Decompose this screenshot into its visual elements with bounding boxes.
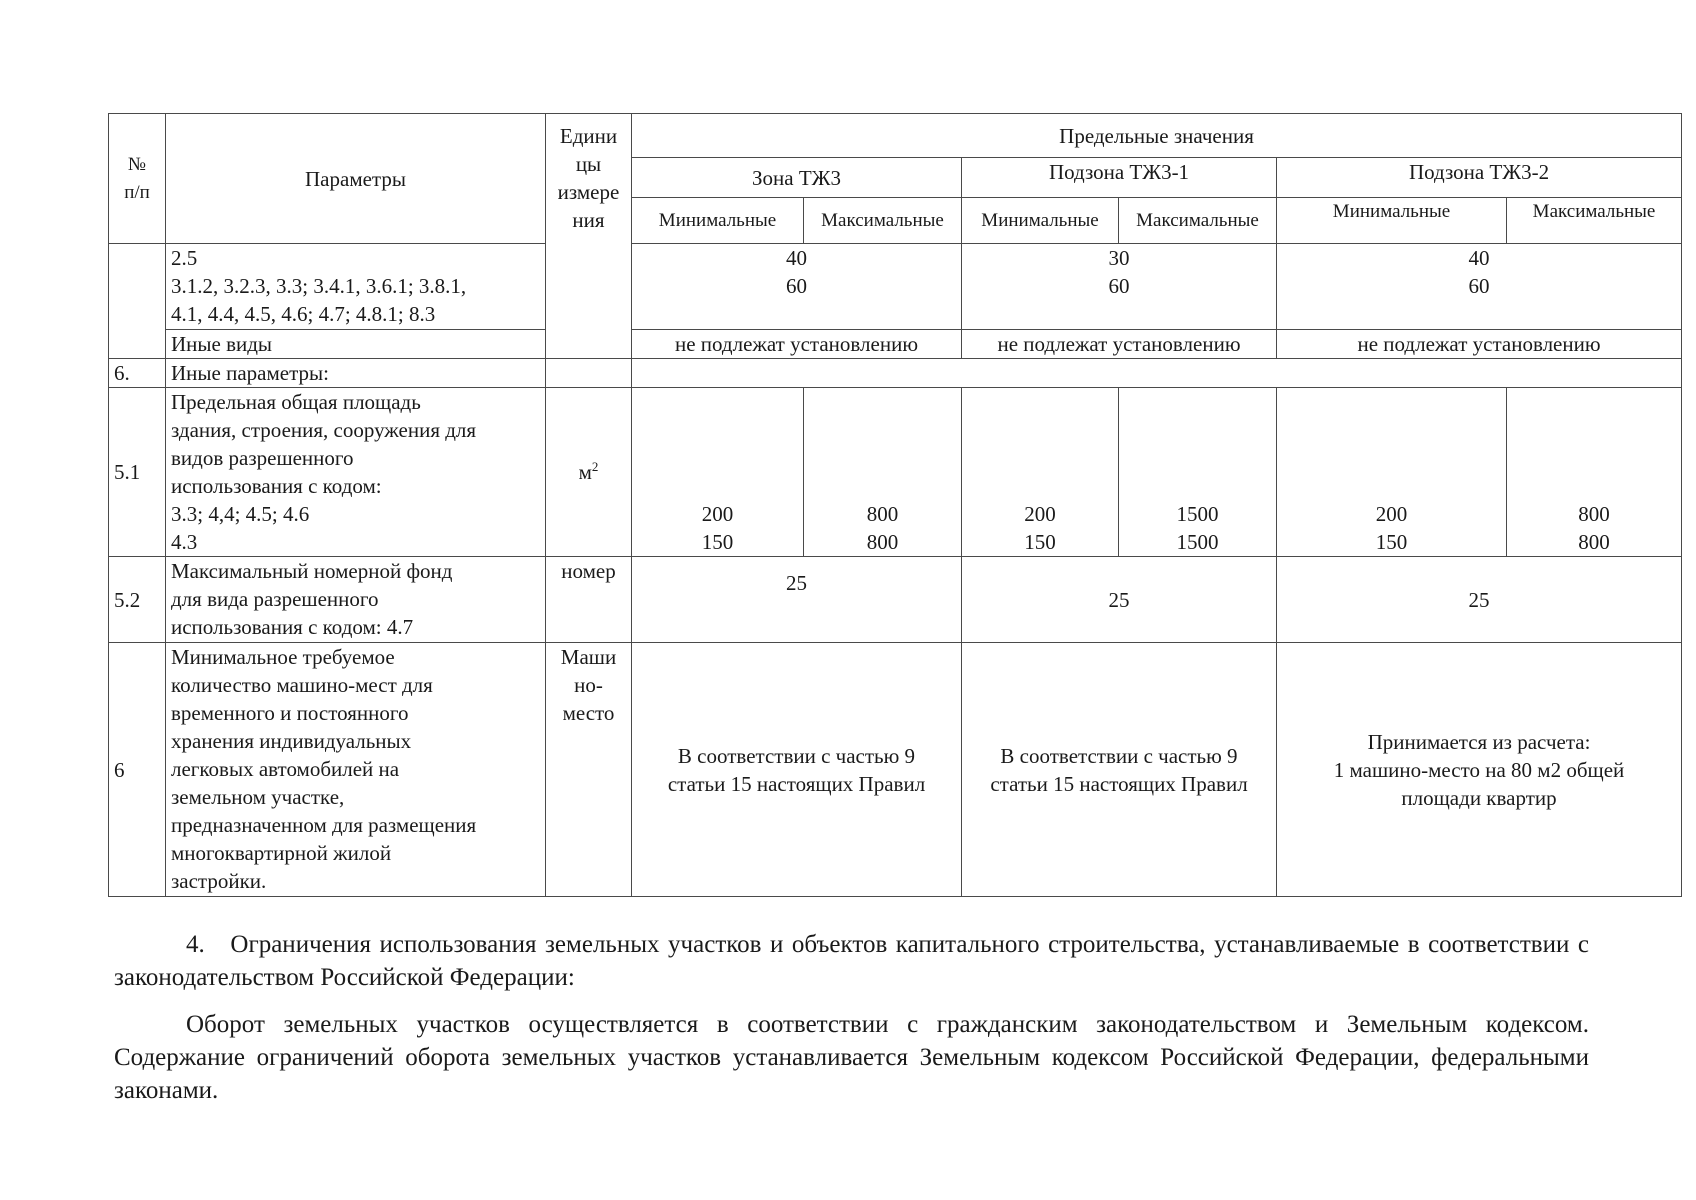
row-other-kinds-zone3: не подлежат установлению — [1277, 330, 1682, 359]
table-row-other-params — [109, 359, 1682, 388]
row-other-kinds-zone2: не подлежат установлению — [962, 330, 1277, 359]
row-num-empty — [109, 244, 166, 359]
row-5-2-num: 5.2 — [109, 557, 166, 643]
row-5-2-param: Максимальный номерной фонд для вида разрешенного использования с кодом: 4.7 — [166, 557, 546, 643]
min-header: Минимальные — [962, 198, 1119, 244]
row-other-params-values — [632, 359, 1682, 388]
row-codes-param: 2.5 3.1.2, 3.2.3, 3.3; 3.4.1, 3.6.1; 3.8.1, 4.1, 4.4, 4.5, 4.6; 4.7; 4.8.1; 8.3 — [166, 244, 546, 330]
row-5-1-param: Предельная общая площадь здания, строения, сооружения для видов разрешенного использования с кодом: 3.3; 4,4; 4.5; 4.6 4.3 — [166, 388, 546, 557]
paragraph-land-turnover: Оборот земельных участков осуществляется в соответствии с гражданским законодательством и Земельным кодексом. Содержание ограничений оборота земельных участков устанавливается Земельным кодексом Российской Федерации, федеральными законами. — [114, 1011, 1589, 1104]
row-other-params-num: 6. — [109, 359, 166, 388]
row-other-params-unit — [546, 359, 632, 388]
row-5-1-unit: $м^2$ — [546, 388, 632, 557]
row-5-1-value: 800 800 — [804, 388, 962, 557]
row-5-2-unit: номер — [546, 557, 632, 643]
row-6-zone2: В соответствии с частью 9 статьи 15 настоящих Правил — [962, 643, 1277, 897]
row-codes-zone2: 30 60 — [962, 244, 1277, 330]
row-6-unit: Маши но- место — [546, 643, 632, 897]
row-5-1-num: 5.1 — [109, 388, 166, 557]
row-6-param: Минимальное требуемое количество машино-мест для временного и постоянного хранения индивидуальных легковых автомобилей на земельном участке, предназначенном для размещения многоквартирной жилой застройки. — [166, 643, 546, 897]
table-row-5-1 — [109, 388, 1682, 557]
header-units: Едини цы измере ния — [546, 114, 632, 359]
max-header: Максимальные — [804, 198, 962, 244]
row-5-1-value: 800 800 — [1507, 388, 1682, 557]
max-header: Максимальные — [1119, 198, 1277, 244]
subzone-tzh3-2: Подзона ТЖ3-2 — [1277, 158, 1682, 198]
row-5-2-zone3: 25 — [1277, 557, 1682, 643]
row-5-2-zone1: 25 — [632, 557, 962, 643]
max-header: Максимальные — [1507, 198, 1682, 244]
table-row-other-kinds — [109, 330, 1682, 359]
header-row-1 — [109, 114, 1682, 158]
row-6-zone3: Принимается из расчета: 1 машино-место на 80 м2 общей площади квартир — [1277, 643, 1682, 897]
row-other-kinds-zone1: не подлежат установлению — [632, 330, 962, 359]
row-5-1-value: 200 150 — [962, 388, 1119, 557]
row-5-2-zone2: 25 — [962, 557, 1277, 643]
row-codes-zone1: 40 60 — [632, 244, 962, 330]
table-row-codes — [109, 244, 1682, 330]
row-other-params-label: Иные параметры: — [166, 359, 546, 388]
header-params: Параметры — [166, 114, 546, 244]
table-row-5-2 — [109, 557, 1682, 643]
table-row-6 — [109, 643, 1682, 897]
header-limits: Предельные значения — [632, 114, 1682, 158]
min-header: Минимальные — [1277, 198, 1507, 244]
row-5-1-value: 200 150 — [632, 388, 804, 557]
zone-tzh3: Зона ТЖ3 — [632, 158, 962, 198]
parameters-table — [108, 113, 1682, 897]
min-header: Минимальные — [632, 198, 804, 244]
row-5-1-value: 1500 1500 — [1119, 388, 1277, 557]
row-other-kinds-param: Иные виды — [166, 330, 546, 359]
paragraph-restrictions: 4. Ограничения использования земельных участков и объектов капитального строительства, устанавливаемые в соответствии с законодательством Российской Федерации: — [114, 931, 1596, 991]
header-num: № п/п — [109, 114, 166, 244]
row-codes-zone3: 40 60 — [1277, 244, 1682, 330]
row-5-1-value: 200 150 — [1277, 388, 1507, 557]
row-6-zone1: В соответствии с частью 9 статьи 15 настоящих Правил — [632, 643, 962, 897]
row-6-num: 6 — [109, 643, 166, 897]
subzone-tzh3-1: Подзона ТЖ3-1 — [962, 158, 1277, 198]
